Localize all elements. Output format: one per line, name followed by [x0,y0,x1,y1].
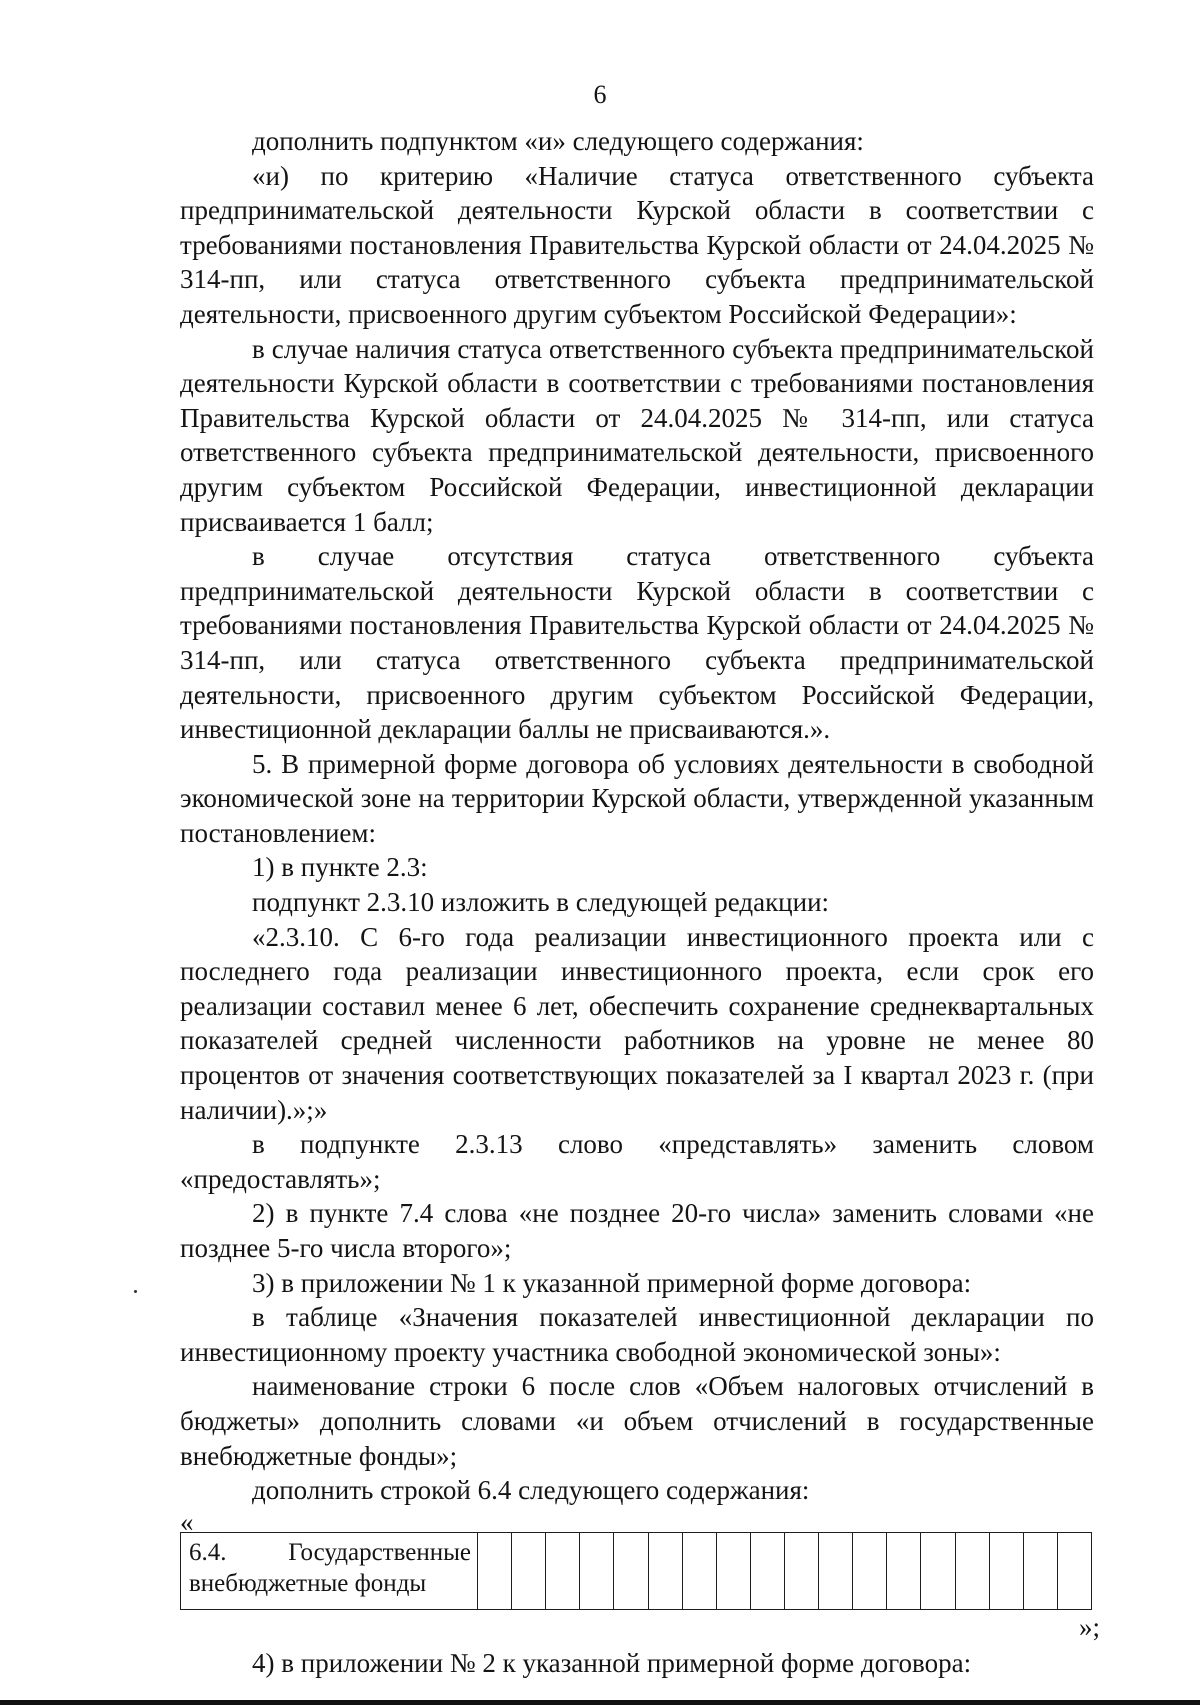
empty-value-cell [784,1532,818,1609]
empty-value-cell [546,1532,580,1609]
table-row [181,1532,1092,1609]
empty-value-cell [716,1532,750,1609]
paragraph: в случае отсутствия статуса ответственного субъекта предпринимательской деятельности Курской области в соответствии с требованиями постановления Правительства Курской области от 24.04.2025 № 314-пп, или статуса ответственного субъекта предпринимательской деятельности, присвоенного другим субъектом Российской Федерации, инвестиционной декларации баллы не присваиваются.». [180,541,1094,745]
empty-value-cell [682,1532,716,1609]
empty-value-cell [887,1532,921,1609]
paragraph: дополнить строкой 6.4 следующего содержания: [252,1475,810,1506]
empty-value-cell [580,1532,614,1609]
paragraph: «и) по критерию «Наличие статуса ответственного субъекта предпринимательской деятельности Курской области в соответствии с требованиями постановления Правительства Курской области от 24.04.2025 № 314-пп, или статуса ответственного субъекта предпринимательской деятельности, присвоенного другим субъектом Российской Федерации»: [180,160,1094,329]
empty-value-cell [648,1532,682,1609]
scan-speck [134,1290,137,1293]
paragraph: в таблице «Значения показателей инвестиционной декларации по инвестиционному проекту участника свободной экономической зоны»: [180,1302,1094,1367]
empty-value-cell [853,1532,887,1609]
page-number: 6 [593,80,607,109]
empty-value-cell [512,1532,546,1609]
empty-value-cell [750,1532,784,1609]
empty-value-cell [955,1532,989,1609]
row-label-cell [181,1532,478,1609]
empty-value-cell [1023,1532,1057,1609]
paragraph: наименование строки 6 после слов «Объем налоговых отчислений в бюджеты» дополнить словами «и объем отчислений в государственные внебюджетные фонды»; [180,1371,1094,1471]
empty-value-cell [921,1532,955,1609]
paragraph: подпункт 2.3.10 изложить в следующей редакции: [252,887,830,918]
table-close-quote: »; [1078,1611,1100,1642]
paragraph: в подпункте 2.3.13 слово «представлять» заменить словом «предоставлять»; [180,1129,1094,1194]
empty-value-cell [989,1532,1023,1609]
scan-bottom-edge [0,1700,1200,1705]
paragraph: 5. В примерной форме договора об условиях деятельности в свободной экономической зоне на территории Курской области, утвержденной указанным постановлением: [180,748,1094,848]
table-open-quote: « [180,1506,194,1537]
document-body [180,124,1100,1680]
paragraph: 3) в приложении № 1 к указанной примерной форме договора: [252,1267,972,1298]
paragraph: «2.3.10. С 6-го года реализации инвестиционного проекта или с последнего года реализации инвестиционного проекта, если срок его реализации составил менее 6 лет, обеспечить сохранение среднеквартальных показателей средней численности работников на уровне не менее 80 процентов от значения соответствующих показателей за I квартал 2023 г. (при наличии).»;» [180,921,1094,1125]
empty-value-cell [1057,1532,1091,1609]
empty-value-cell [614,1532,648,1609]
inserted-table-block [180,1506,1100,1644]
empty-value-cell [819,1532,853,1609]
paragraph: 4) в приложении № 2 к указанной примерной форме договора: [252,1647,972,1678]
indicator-row-table [180,1532,1092,1610]
paragraph: 1) в пункте 2.3: [252,852,428,883]
paragraph: дополнить подпунктом «и» следующего содержания: [252,126,864,156]
row-label-line: 6.4. Государственные [189,1538,471,1566]
row-label-line: внебюджетные фонды [189,1569,427,1597]
paragraph: в случае наличия статуса ответственного субъекта предпринимательской деятельности Курской области в соответствии с требованиями постановления Правительства Курской области от 24.04.2025 № 314-пп, или статуса ответственного субъекта предпринимательской деятельности, присвоенного другим субъектом Российской Федерации, инвестиционной декларации присваивается 1 балл; [180,333,1094,537]
empty-value-cell [478,1532,512,1609]
paragraph: 2) в пункте 7.4 слова «не позднее 20-го числа» заменить словами «не позднее 5-го числа второго»; [180,1198,1094,1263]
